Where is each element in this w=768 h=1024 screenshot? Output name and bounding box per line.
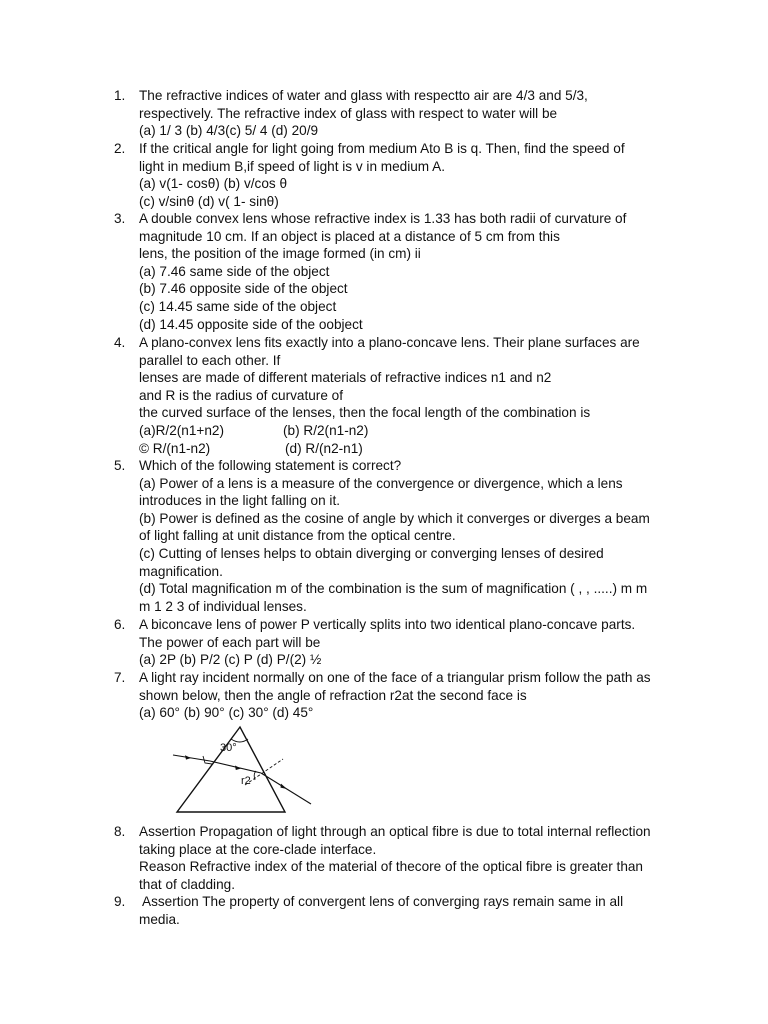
question-text-line: A plano-convex lens fits exactly into a plano-concave lens. Their plane surfaces are (139, 335, 640, 350)
answer-option: (a) Power of a lens is a measure of the convergence or divergence, which a lens (139, 475, 623, 491)
question-number: 9. (114, 894, 126, 909)
answer-option: (d) Total magnification m of the combination is the sum of magnification ( , , .....) m m (139, 581, 648, 597)
answer-options-row (139, 440, 679, 458)
answer-option-cont: m 1 2 3 of individual lenses. (139, 598, 307, 614)
answer-option: (d) R/(n2-n1) (285, 440, 363, 456)
answer-options-row (139, 422, 679, 440)
answer-option-cont: magnification. (139, 563, 223, 579)
question-text-line: Which of the following statement is correct? (139, 458, 402, 473)
question-number: 3. (114, 211, 126, 226)
answer-options: (a) v(1- cosθ) (b) v/cos θ (139, 176, 288, 192)
answer-option: (a)R/2(n1+n2) (139, 422, 225, 438)
emergent-arrow (281, 784, 288, 789)
answer-option-cont: introduces in the light falling on it. (139, 493, 341, 509)
question-text-line: lenses are made of different materials of refractive indices n1 and n2 (139, 370, 552, 386)
right-angle-marker (203, 756, 212, 764)
question-number: 6. (114, 617, 126, 632)
r2-angle-arc (254, 771, 256, 780)
answer-option: © R/(n1-n2) (139, 440, 211, 456)
question-text-line: and R is the radius of curvature of (139, 387, 344, 403)
question-number: 2. (114, 141, 126, 156)
question-text-line: shown below, then the angle of refraction r2at the second face is (139, 687, 527, 703)
reason-line: that of cladding. (139, 876, 235, 892)
assertion-line: taking place at the core-clade interface. (139, 841, 377, 857)
question-number: 8. (114, 824, 126, 839)
question-number: 5. (114, 458, 126, 473)
question-text-line: A light ray incident normally on one of the face of a triangular prism follow the path as (139, 670, 651, 685)
answer-option: (b) Power is defined as the cosine of angle by which it converges or diverges a beam (139, 510, 650, 526)
reason-line: Reason Refractive index of the material of thecore of the optical fibre is greater than (139, 859, 643, 875)
prism-figure (165, 725, 315, 817)
answer-option-cont: of light falling at unit distance from the optical centre. (139, 528, 456, 544)
assertion-line: media. (139, 911, 180, 927)
question-text-line: lens, the position of the image formed (in cm) ii (139, 246, 421, 262)
answer-options: (a) 2P (b) P/2 (c) P (d) P/(2) ½ (139, 652, 322, 668)
question-text-line: If the critical angle for light going from medium Ato B is q. Then, find the speed of (139, 141, 625, 156)
r2-label: r2 (241, 775, 251, 787)
answer-option: (d) 14.45 opposite side of the oobject (139, 316, 363, 332)
answer-options: (c) v/sinθ (d) v( 1- sinθ) (139, 193, 279, 209)
question-text-line: parallel to each other. If (139, 352, 281, 368)
question-number: 1. (114, 88, 126, 103)
answer-option: (c) Cutting of lenses helps to obtain diverging or converging lenses of desired (139, 545, 604, 561)
question-text-line: The power of each part will be (139, 634, 321, 650)
answer-option: (b) 7.46 opposite side of the object (139, 281, 348, 297)
assertion-line: Assertion Propagation of light through an optical fibre is due to total internal reflection (139, 824, 651, 839)
answer-option: (a) 7.46 same side of the object (139, 263, 330, 279)
question-number: 4. (114, 335, 126, 350)
answer-options: (a) 60° (b) 90° (c) 30° (d) 45° (139, 705, 314, 721)
question-text-line: A double convex lens whose refractive index is 1.33 has both radii of curvature of (139, 211, 627, 226)
assertion-line: Assertion The property of convergent lens of converging rays remain same in all (139, 894, 624, 909)
answer-option: (b) R/2(n1-n2) (283, 422, 369, 438)
question-text-line: light in medium B,if speed of light is v in medium A. (139, 158, 445, 174)
question-text-line: A biconcave lens of power P vertically splits into two identical plano-concave parts. (139, 617, 636, 632)
question-text-line: respectively. The refractive index of glass with respect to water will be (139, 105, 558, 121)
question-text-line: the curved surface of the lenses, then the focal length of the combination is (139, 405, 591, 421)
question-text-line: The refractive indices of water and glass with respectto air are 4/3 and 5/3, (139, 88, 588, 103)
prism-diagram (165, 725, 315, 817)
answer-option: (c) 14.45 same side of the object (139, 298, 337, 314)
question-text-line: magnitude 10 cm. If an object is placed at a distance of 5 cm from this (139, 228, 560, 244)
question-number: 7. (114, 670, 126, 685)
answer-options: (a) 1/ 3 (b) 4/3(c) 5/ 4 (d) 20/9 (139, 123, 319, 139)
apex-angle-label: 30° (220, 742, 237, 754)
prism-triangle (177, 727, 285, 812)
